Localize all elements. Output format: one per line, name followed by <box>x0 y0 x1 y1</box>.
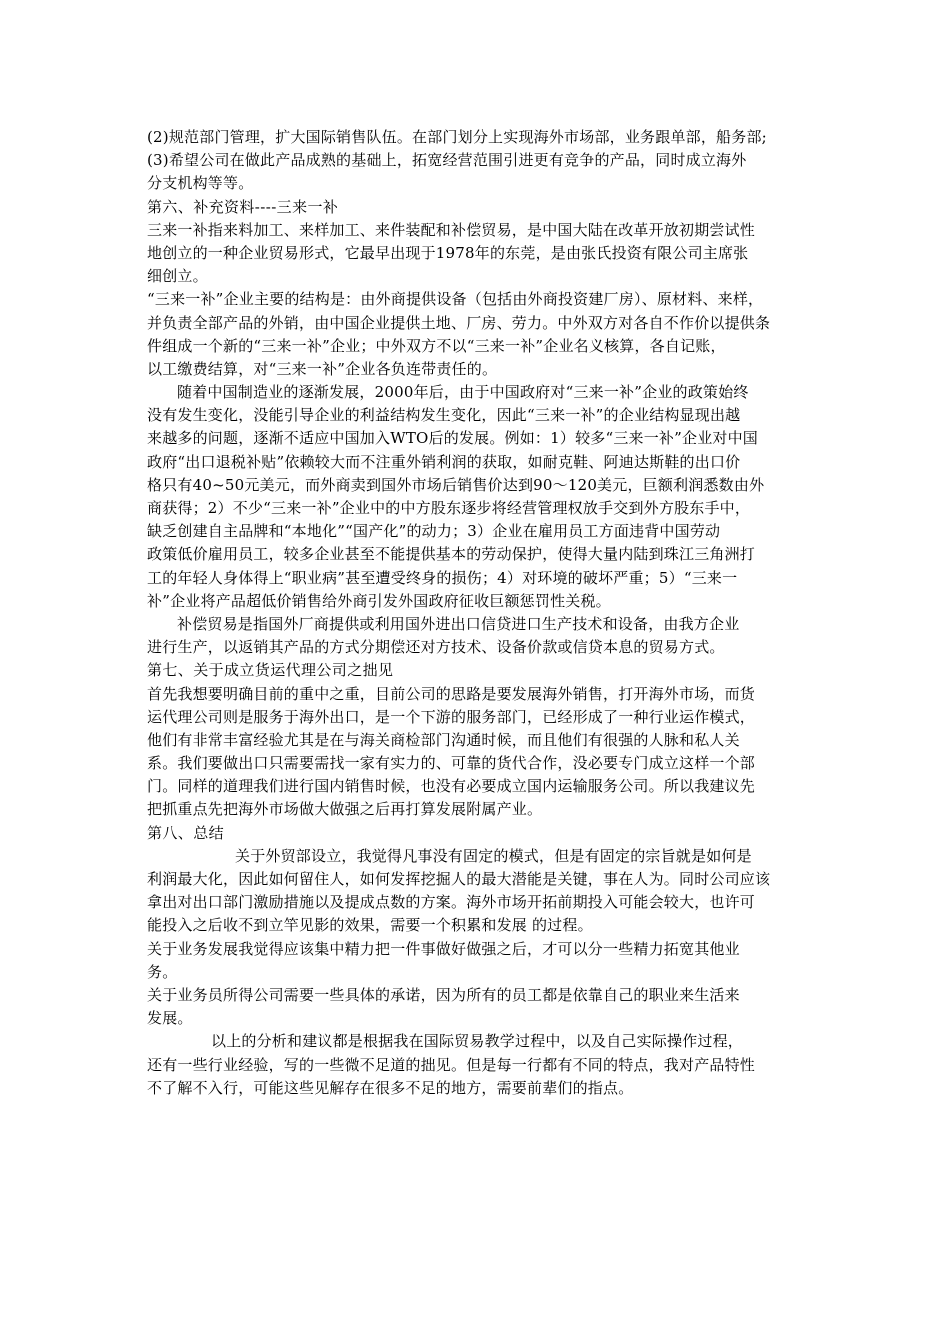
text-line: 系。我们要做出口只需要需找一家有实力的、可靠的货代合作，没必要专门成立这样一个部 <box>147 754 756 773</box>
text-line: 来越多的问题，逐渐不适应中国加入WTO后的发展。例如：1）较多“三来一补”企业对中国 <box>147 429 759 448</box>
text-line: 把抓重点先把海外市场做大做强之后再打算发展附属产业。 <box>147 800 543 819</box>
text-line: 政策低价雇用员工，较多企业甚至不能提供基本的劳动保护，使得大量内陆到珠江三角洲打 <box>147 545 756 564</box>
text-line: 缺乏创建自主品牌和“本地化”“国产化”的动力；3）企业在雇用员工方面违背中国劳动 <box>147 522 721 541</box>
text-line: 关于外贸部设立，我觉得凡事没有固定的模式，但是有固定的宗旨就是如何是 <box>235 846 752 865</box>
text-line: 不了解不入行，可能这些见解存在很多不足的地方，需要前辈们的指点。 <box>147 1078 634 1097</box>
text-line: 还有一些行业经验，写的一些微不足道的拙见。但是每一行都有不同的特点，我对产品特性 <box>147 1055 756 1074</box>
text-line: 拿出对出口部门激励措施以及提成点数的方案。海外市场开拓前期投入可能会较大，也许可 <box>147 893 756 912</box>
text-line: 关于业务员所得公司需要一些具体的承诺，因为所有的员工都是依靠自己的职业来生活来 <box>147 985 740 1004</box>
text-line: 利润最大化，因此如何留住人，如何发挥挖掘人的最大潜能是关键，事在人为。同时公司应该 <box>147 870 771 888</box>
section-heading: 第六、补充资料----三来一补 <box>147 197 339 216</box>
text-line: 门。同样的道理我们进行国内销售时候，也没有必要成立国内运输服务公司。所以我建议先 <box>147 777 756 796</box>
text-line: 工的年轻人身体得上“职业病”甚至遭受终身的损伤；4）对环境的破坏严重；5）“三来一 <box>147 568 738 587</box>
text-line: 务。 <box>147 962 178 981</box>
text-line: 运代理公司则是服务于海外出口，是一个下游的服务部门，已经形成了一种行业运作模式， <box>147 707 756 726</box>
section-heading: 第七、关于成立货运代理公司之拙见 <box>147 661 394 680</box>
text-line: 商获得；2）不少“三来一补”企业中的中方股东逐步将经营管理权放手交到外方股东手中， <box>147 499 751 517</box>
text-line: 细创立。 <box>147 267 208 286</box>
text-line: 关于业务发展我觉得应该集中精力把一件事做好做强之后，才可以分一些精力拓宽其他业 <box>147 939 740 958</box>
text-line: 以工缴费结算，对“三来一补”企业各负连带责任的。 <box>147 359 498 378</box>
text-line: 补”企业将产品超低价销售给外商引发外国政府征收巨额惩罚性关税。 <box>147 591 611 610</box>
text-line: “三来一补”企业主要的结构是：由外商提供设备（包括由外商投资建厂房）、原材料、来样， <box>147 290 764 309</box>
document-body <box>147 126 807 1100</box>
text-line: 他们有非常丰富经验尤其是在与海关商检部门沟通时候，而且他们有很强的人脉和私人关 <box>147 730 740 749</box>
text-line: 地创立的一种企业贸易形式，它最早出现于1978年的东莞，是由张氏投资有限公司主席张 <box>147 243 749 262</box>
text-line: 进行生产，以返销其产品的方式分期偿还对方技术、设备价款或信贷本息的贸易方式。 <box>147 638 725 657</box>
text-line: 格只有40~50元美元，而外商卖到国外市场后销售价达到90～120美元，巨额利润悉数由外 <box>147 475 765 494</box>
text-line: 发展。 <box>147 1009 193 1028</box>
text-line: 三来一补指来料加工、来样加工、来件装配和补偿贸易，是中国大陆在改革开放初期尝试性 <box>147 220 756 239</box>
text-line: 没有发生变化，没能引导企业的利益结构发生变化，因此“三来一补”的企业结构显现出越 <box>147 406 741 425</box>
section-heading: 第八、总结 <box>147 823 225 842</box>
text-line: 分支机构等等。 <box>147 174 254 193</box>
text-line: (3)希望公司在做此产品成熟的基础上，拓宽经营范围引进更有竞争的产品，同时成立海外 <box>147 151 747 170</box>
text-line: 补偿贸易是指国外厂商提供或利用国外进出口信贷进口生产技术和设备，由我方企业 <box>177 614 740 633</box>
text-line: (2)规范部门管理，扩大国际销售队伍。在部门划分上实现海外市场部，业务跟单部，船务部; <box>147 128 767 146</box>
text-line: 能投入之后收不到立竿见影的效果，需要一个积累和发展 的过程。 <box>147 916 593 935</box>
text-line: 以上的分析和建议都是根据我在国际贸易教学过程中，以及自己实际操作过程， <box>211 1032 744 1051</box>
text-line: 件组成一个新的“三来一补”企业；中外双方不以“三来一补”企业名义核算，各自记账， <box>147 336 726 355</box>
text-line: 并负责全部产品的外销，由中国企业提供土地、厂房、劳力。中外双方对各自不作价以提供条 <box>147 313 771 332</box>
text-line: 随着中国制造业的逐渐发展，2000年后，由于中国政府对“三来一补”企业的政策始终 <box>177 383 749 402</box>
text-line: 政府“出口退税补贴”依赖较大而不注重外销利润的获取，如耐克鞋、阿迪达斯鞋的出口价 <box>147 452 741 471</box>
text-line: 首先我想要明确目前的重中之重，目前公司的思路是要发展海外销售，打开海外市场，而货 <box>147 684 756 703</box>
